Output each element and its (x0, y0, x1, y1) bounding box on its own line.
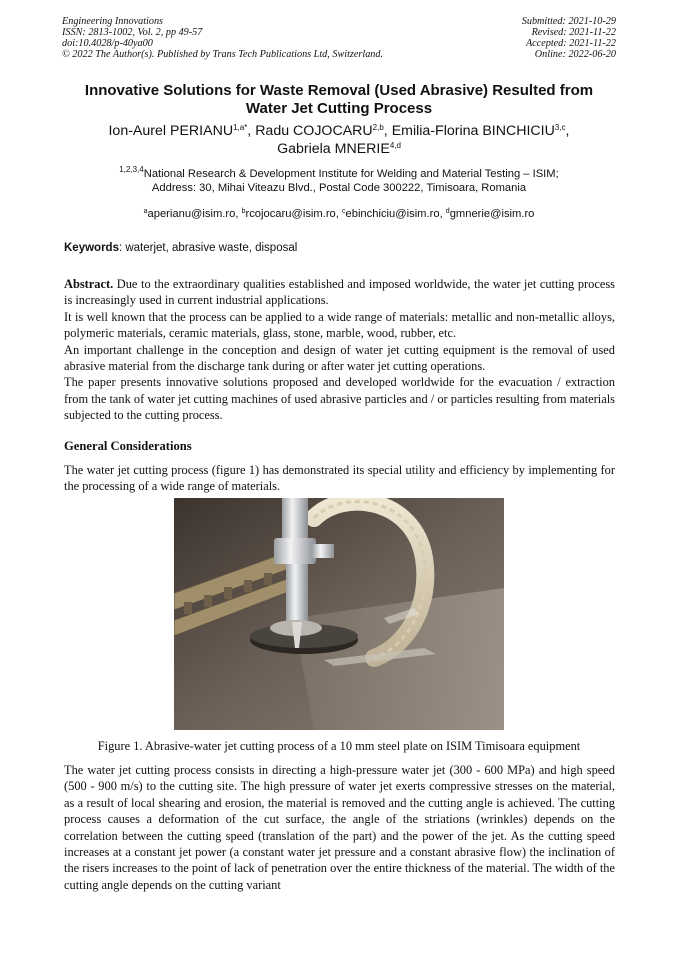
title-line-2: Water Jet Cutting Process (245, 100, 433, 117)
email-a-sup: a (143, 208, 148, 215)
date-revised: Revised: 2021-11-22 (531, 27, 616, 38)
email-c-sup: c (342, 208, 346, 215)
email-a[interactable]: aperianu@isim.ro (147, 208, 236, 220)
author-line-2 (50, 140, 628, 158)
body-paragraph-process: The water jet cutting process consists in directing a high-pressure water jet (300 - 600 MPa) and high speed (500 - 900 m/s) to the cutting site. The high pressure of water jet exerts compressive stresses on the material, as a result of local shearing and erosion, the material is removed and the cutting angle is achieved. The cutting process causes a deformation of the cut surface, the angle of the striations (wrinkles) depends on the correlation between the cutting speed (translation of the part) and the power of the jet. As the cutting speed increases at a constant jet power (a constant water jet pressure and a constant abrasive flow) the inclination of the risers increases to the point of lack of penetration over the entire thickness of the material. The width of the cutting angle depends on the cutting variant (64, 763, 615, 892)
journal-doi: doi:10.4028/p-40ya00 (62, 38, 153, 49)
author-line-1: Ion-Aurel $PERIANU^{1,a*}$, Radu COJOCARU$^{2,b}$, Emilia-Florina BINCHICIU$^{3,c}$, (108, 123, 570, 139)
affiliation-sup: 1,2,3,4 (119, 165, 144, 174)
abstract (64, 276, 615, 424)
abstract-para-4: The paper presents innovative solutions proposed and developed worldwide for the evacuation / extraction from the tank of water jet cutting machines of used abrasive particles and / or particles resulting from materials subjected to the cutting process. (64, 375, 615, 423)
date-submitted: Submitted: 2021-10-29 (521, 16, 616, 27)
author-list (50, 122, 628, 158)
author-2: Radu COJOCARU (255, 123, 373, 139)
date-accepted: Accepted: 2021-11-22 (525, 38, 616, 49)
date-online: Online: 2022-06-20 (534, 49, 616, 60)
abstract-label: Abstract. (64, 277, 114, 291)
email-d-sup: d (445, 208, 450, 215)
journal-header-right (522, 16, 616, 60)
figure-1-photo (174, 498, 504, 730)
email-c[interactable]: ebinchiciu@isim.ro (345, 208, 440, 220)
section-heading-general: General Considerations (64, 439, 192, 453)
title-line-1: Innovative Solutions for Waste Removal (Used Abrasive) Resulted from (84, 82, 594, 99)
abstract-text-1: Due to the extraordinary qualities established and imposed worldwide, the water jet cutting process is increasingly used in current industrial applications. (64, 277, 615, 308)
journal-copyright: © 2022 The Author(s). Published by Trans Tech Publications Ltd, Switzerland. (62, 49, 384, 60)
abstract-para-2: It is well known that the process can be applied to a wide range of materials: metallic and non-metallic alloys, polymeric materials, ceramic materials, glass, stone, marble, wood, rubber, etc. (64, 309, 615, 341)
abstract-para-1 (64, 276, 615, 309)
email-b-sup: b (241, 208, 246, 215)
affiliation-line-2: Address: 30, Mihai Viteazu Blvd., Postal Code 300222, Timisoara, Romania (151, 182, 527, 194)
journal-header-left (62, 16, 383, 60)
waterjet-photo-illustration (174, 498, 504, 730)
journal-name: Engineering Innovations (62, 16, 164, 27)
paper-title (50, 82, 628, 118)
affiliation-institute: National Research & Development Institute for Welding and Material Testing – ISIM; (143, 168, 559, 180)
journal-issn: ISSN: 2813-1002, Vol. 2, pp 49-57 (62, 27, 203, 38)
author-3: Emilia-Florina BINCHICIU (391, 123, 555, 139)
keywords (64, 241, 297, 255)
figure-1-caption: Figure 1. Abrasive-water jet cutting process of a 10 mm steel plate on ISIM Timisoara equipment (97, 739, 581, 753)
author-4: Gabriela MNERIE (277, 141, 390, 157)
affiliation (60, 167, 618, 195)
author-2-affil: 2,b (372, 123, 384, 132)
email-b[interactable]: rcojocaru@isim.ro (245, 208, 336, 220)
keywords-label: Keywords (64, 242, 119, 254)
abstract-para-3: An important challenge in the conception and design of water jet cutting equipment is the removal of used abrasive material from the discharge tank during or after water jet cutting operations. (64, 342, 615, 374)
keywords-text: : waterjet, abrasive waste, disposal (118, 242, 298, 254)
affiliation-line-1 (60, 167, 618, 181)
author-emails: $^a$aperianu@isim.ro, $^b$rcojocaru@isim.ro, $^c$ebinchiciu@isim.ro, $^d$gmnerie@isim.ro (143, 208, 535, 220)
author-4-affil: 4,d (389, 141, 401, 150)
author-1-affil: 1,a* (233, 123, 248, 132)
email-d[interactable]: gmnerie@isim.ro (449, 208, 535, 220)
author-1: Ion-Aurel PERIANU (108, 123, 234, 139)
author-3-affil: 3,c (554, 123, 566, 132)
section-general-para: The water jet cutting process (figure 1) has demonstrated its special utility and efficiency by implementing for the processing of a wide range of materials. (64, 463, 615, 494)
